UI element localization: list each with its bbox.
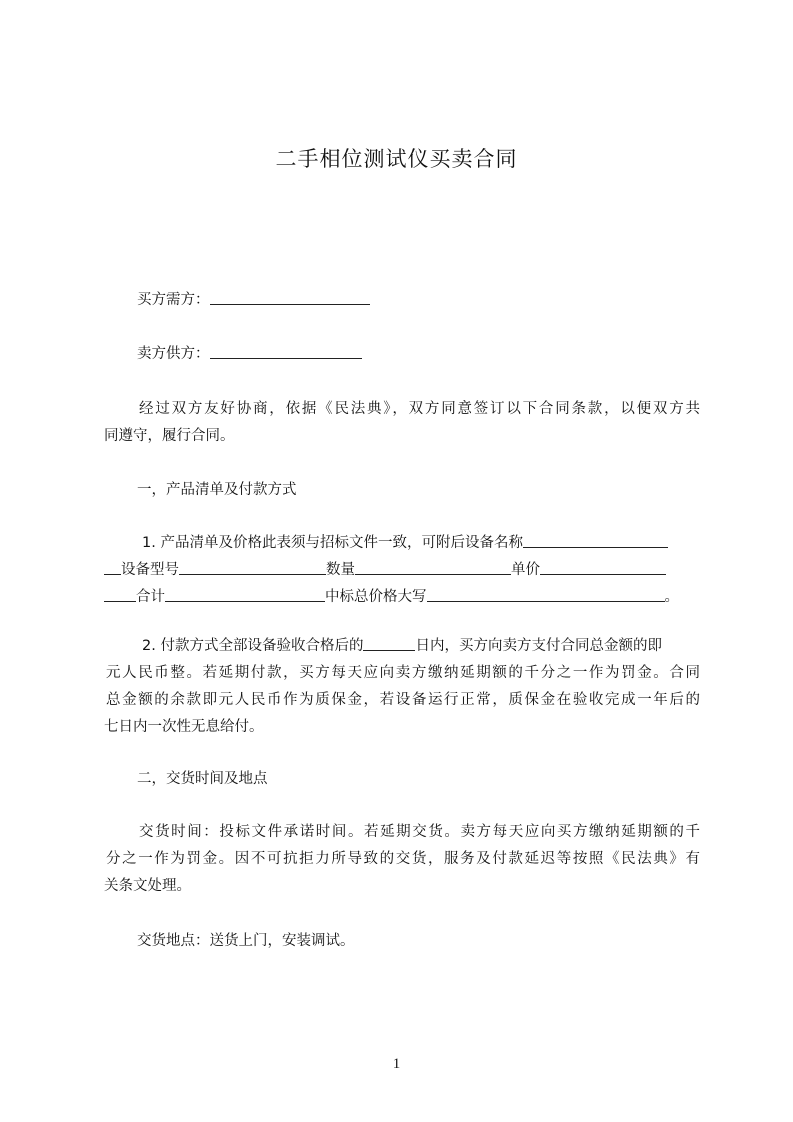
item-2-line-1 [142,632,700,660]
item-2-text-post: 日内，买方向卖方支付合同总金额的即 [415,638,662,654]
total-label: 合计 [136,589,165,605]
payment-days-blank [363,636,415,651]
seller-line [137,340,733,368]
document-title: 二手相位测试仪买卖合同 [275,147,518,171]
total-blank [165,587,325,602]
delivery-time-line-2: 分之一作为罚金。因不可抗拒力所导致的交货，服务及付款延迟等按照《民法典》有 [106,851,700,867]
model-blank [179,560,326,575]
equipment-name-blank [523,533,668,548]
bid-total-blank [427,587,665,602]
quantity-blank [355,560,511,575]
buyer-blank [210,290,370,305]
seller-label: 卖方供方： [137,346,210,362]
intro-line-2: 同遵守，履行合同。 [104,428,235,444]
page-number: 1 [392,1056,401,1072]
section-2-heading: 二，交货时间及地点 [137,771,268,787]
model-label: 设备型号 [121,562,179,578]
bid-total-label: 中标总价格大写 [325,589,427,605]
item-1-line-2 [104,556,700,584]
item-2-text-pre: 2. 付款方式全部设备验收合格后的 [142,638,364,654]
equipment-name-blank-cont [104,560,121,575]
item-1-line-3 [104,583,700,611]
seller-blank [210,344,362,359]
delivery-time-line-3: 关条文处理。 [104,878,191,894]
item-1-text: 1. 产品清单及价格此表须与招标文件一致，可附后设备名称 [142,535,523,551]
intro-line-1: 经过双方友好协商，依据《民法典》，双方同意签订以下合同条款，以便双方共 [139,401,700,417]
item-1-end-mark: 。 [664,589,679,605]
delivery-time-line-1: 交货时间：投标文件承诺时间。若延期交货。卖方每天应向买方缴纳延期额的千 [139,824,700,840]
quantity-label: 数量 [326,562,355,578]
section-1-heading: 一，产品清单及付款方式 [137,482,297,498]
unit-price-label: 单价 [511,562,540,578]
unit-price-blank [540,560,666,575]
item-1-line-1 [142,529,700,557]
buyer-label: 买方需方： [137,292,210,308]
delivery-place: 交货地点：送货上门，安装调试。 [137,933,355,949]
item-2-line-2: 元人民币整。若延期付款，买方每天应向卖方缴纳延期额的千分之一作为罚金。合同 [106,665,700,681]
unit-price-blank-cont [104,587,136,602]
item-2-line-4: 七日内一次性无息给付。 [104,719,264,735]
buyer-line [137,286,733,314]
item-2-line-3: 总金额的余款即元人民币作为质保金，若设备运行正常，质保金在验收完成一年后的 [106,692,700,708]
